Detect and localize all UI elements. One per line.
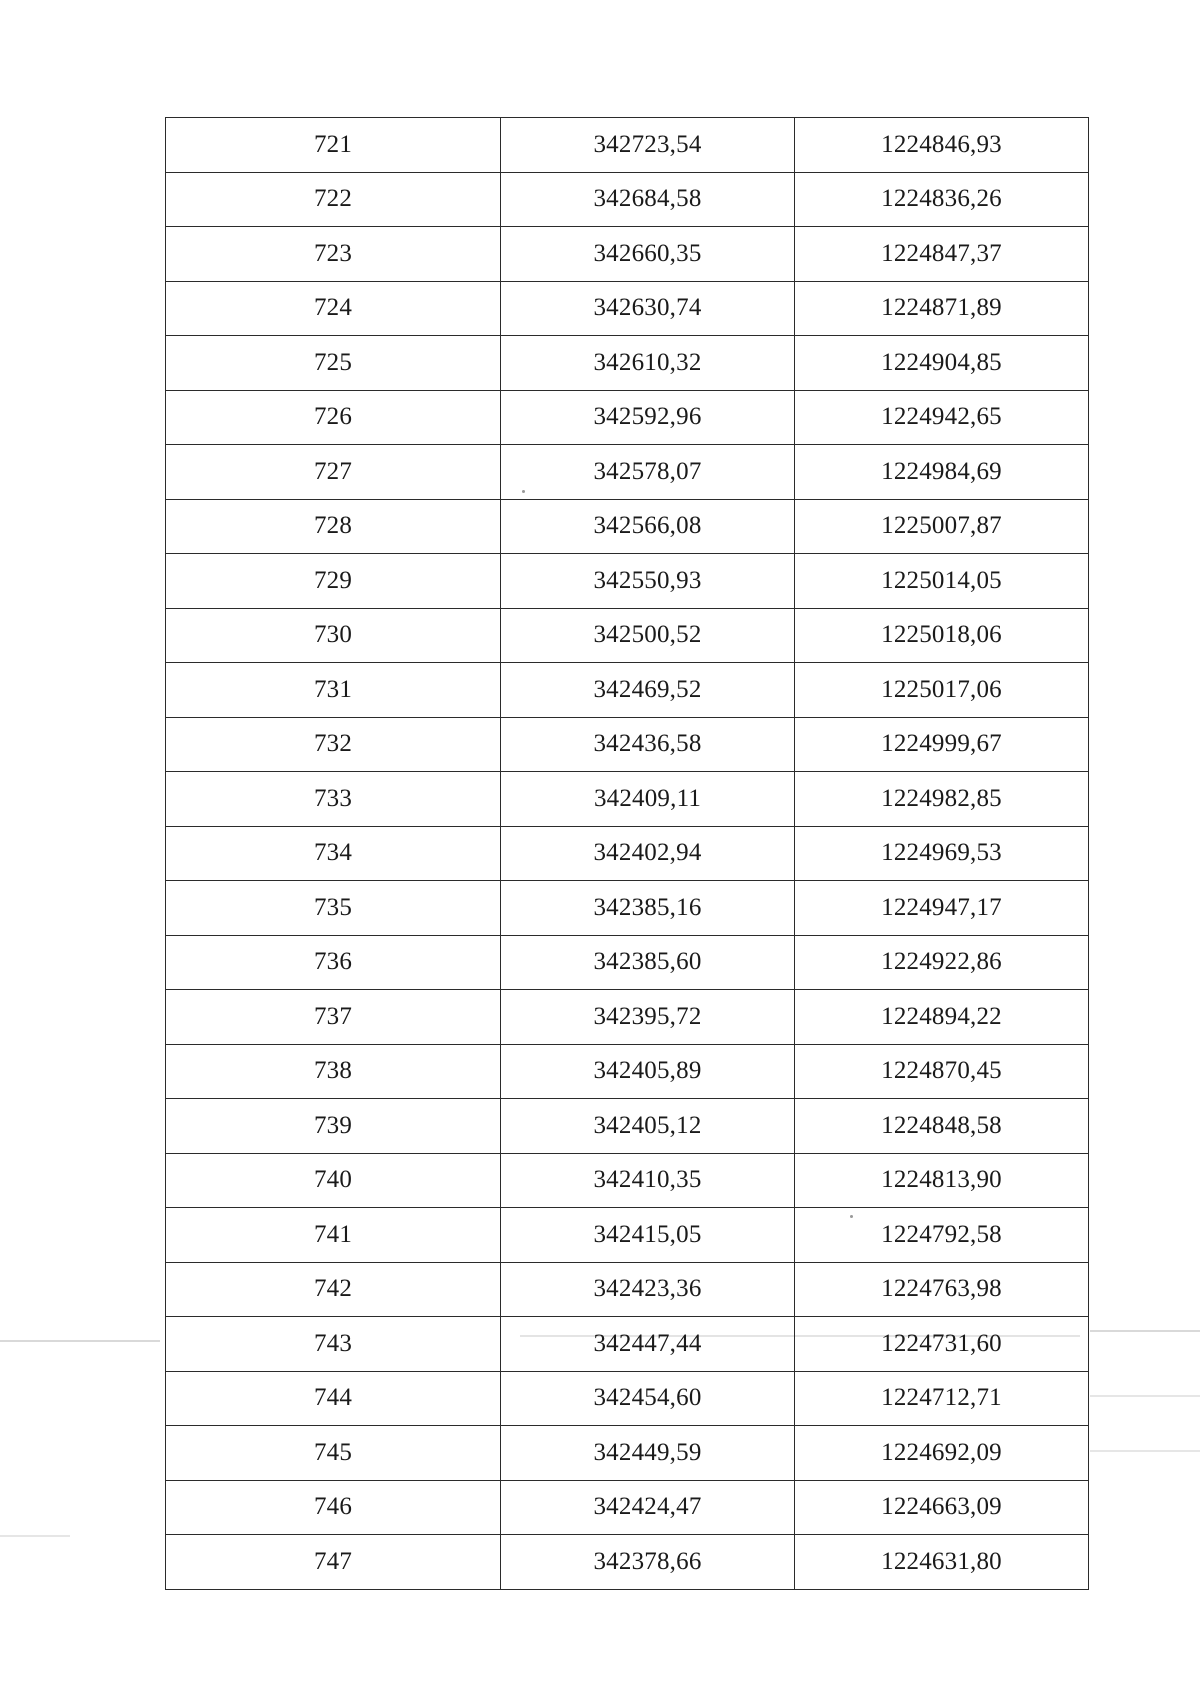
point-number-cell: 728 [166, 499, 501, 554]
y-coordinate-cell: 1224870,45 [795, 1044, 1089, 1099]
x-coordinate-cell: 342385,16 [501, 881, 795, 936]
point-number-cell: 730 [166, 608, 501, 663]
table-row [166, 390, 1089, 445]
table-row [166, 172, 1089, 227]
point-number-cell: 725 [166, 336, 501, 391]
x-coordinate-cell: 342423,36 [501, 1262, 795, 1317]
x-coordinate-cell: 342378,66 [501, 1535, 795, 1590]
table-row [166, 281, 1089, 336]
table-row [166, 445, 1089, 500]
x-coordinate-cell: 342469,52 [501, 663, 795, 718]
y-coordinate-cell: 1224836,26 [795, 172, 1089, 227]
x-coordinate-cell: 342578,07 [501, 445, 795, 500]
coordinates-table-body [166, 118, 1089, 1590]
y-coordinate-cell: 1224631,80 [795, 1535, 1089, 1590]
point-number-cell: 737 [166, 990, 501, 1045]
table-row [166, 1371, 1089, 1426]
x-coordinate-cell: 342424,47 [501, 1480, 795, 1535]
y-coordinate-cell: 1224731,60 [795, 1317, 1089, 1372]
point-number-cell: 742 [166, 1262, 501, 1317]
point-number-cell: 741 [166, 1208, 501, 1263]
x-coordinate-cell: 342409,11 [501, 772, 795, 827]
point-number-cell: 740 [166, 1153, 501, 1208]
x-coordinate-cell: 342660,35 [501, 227, 795, 282]
x-coordinate-cell: 342405,12 [501, 1099, 795, 1154]
point-number-cell: 727 [166, 445, 501, 500]
y-coordinate-cell: 1225007,87 [795, 499, 1089, 554]
point-number-cell: 747 [166, 1535, 501, 1590]
y-coordinate-cell: 1224846,93 [795, 118, 1089, 173]
table-row [166, 717, 1089, 772]
point-number-cell: 734 [166, 826, 501, 881]
table-row [166, 1262, 1089, 1317]
table-row [166, 499, 1089, 554]
x-coordinate-cell: 342610,32 [501, 336, 795, 391]
y-coordinate-cell: 1225017,06 [795, 663, 1089, 718]
point-number-cell: 726 [166, 390, 501, 445]
point-number-cell: 746 [166, 1480, 501, 1535]
table-row [166, 608, 1089, 663]
x-coordinate-cell: 342395,72 [501, 990, 795, 1045]
point-number-cell: 733 [166, 772, 501, 827]
point-number-cell: 735 [166, 881, 501, 936]
table-row [166, 1317, 1089, 1372]
point-number-cell: 721 [166, 118, 501, 173]
point-number-cell: 738 [166, 1044, 501, 1099]
table-row [166, 1099, 1089, 1154]
table-row [166, 1426, 1089, 1481]
x-coordinate-cell: 342447,44 [501, 1317, 795, 1372]
point-number-cell: 729 [166, 554, 501, 609]
table-row [166, 1044, 1089, 1099]
y-coordinate-cell: 1225018,06 [795, 608, 1089, 663]
coordinates-table [165, 117, 1089, 1590]
y-coordinate-cell: 1224663,09 [795, 1480, 1089, 1535]
table-row [166, 826, 1089, 881]
y-coordinate-cell: 1224947,17 [795, 881, 1089, 936]
y-coordinate-cell: 1224942,65 [795, 390, 1089, 445]
table-row [166, 1153, 1089, 1208]
y-coordinate-cell: 1224692,09 [795, 1426, 1089, 1481]
x-coordinate-cell: 342402,94 [501, 826, 795, 881]
table-row [166, 554, 1089, 609]
table-row [166, 1208, 1089, 1263]
x-coordinate-cell: 342630,74 [501, 281, 795, 336]
point-number-cell: 724 [166, 281, 501, 336]
table-row [166, 336, 1089, 391]
y-coordinate-cell: 1224999,67 [795, 717, 1089, 772]
table-row [166, 772, 1089, 827]
y-coordinate-cell: 1224984,69 [795, 445, 1089, 500]
point-number-cell: 739 [166, 1099, 501, 1154]
y-coordinate-cell: 1224813,90 [795, 1153, 1089, 1208]
table-row [166, 881, 1089, 936]
y-coordinate-cell: 1224894,22 [795, 990, 1089, 1045]
table-row [166, 227, 1089, 282]
point-number-cell: 744 [166, 1371, 501, 1426]
x-coordinate-cell: 342500,52 [501, 608, 795, 663]
point-number-cell: 743 [166, 1317, 501, 1372]
x-coordinate-cell: 342385,60 [501, 935, 795, 990]
table-row [166, 935, 1089, 990]
x-coordinate-cell: 342566,08 [501, 499, 795, 554]
x-coordinate-cell: 342454,60 [501, 1371, 795, 1426]
x-coordinate-cell: 342550,93 [501, 554, 795, 609]
y-coordinate-cell: 1224982,85 [795, 772, 1089, 827]
scan-artifact [1090, 1395, 1200, 1397]
x-coordinate-cell: 342449,59 [501, 1426, 795, 1481]
y-coordinate-cell: 1224763,98 [795, 1262, 1089, 1317]
scan-artifact [1090, 1330, 1200, 1332]
y-coordinate-cell: 1224969,53 [795, 826, 1089, 881]
x-coordinate-cell: 342684,58 [501, 172, 795, 227]
scan-artifact [1090, 1450, 1200, 1452]
x-coordinate-cell: 342723,54 [501, 118, 795, 173]
scan-artifact [0, 1340, 160, 1342]
x-coordinate-cell: 342410,35 [501, 1153, 795, 1208]
scan-artifact [0, 1535, 70, 1537]
point-number-cell: 723 [166, 227, 501, 282]
table-row [166, 1480, 1089, 1535]
y-coordinate-cell: 1224922,86 [795, 935, 1089, 990]
point-number-cell: 722 [166, 172, 501, 227]
x-coordinate-cell: 342436,58 [501, 717, 795, 772]
point-number-cell: 731 [166, 663, 501, 718]
y-coordinate-cell: 1224847,37 [795, 227, 1089, 282]
y-coordinate-cell: 1224904,85 [795, 336, 1089, 391]
point-number-cell: 736 [166, 935, 501, 990]
point-number-cell: 732 [166, 717, 501, 772]
table-row [166, 1535, 1089, 1590]
point-number-cell: 745 [166, 1426, 501, 1481]
table-row [166, 990, 1089, 1045]
y-coordinate-cell: 1224792,58 [795, 1208, 1089, 1263]
y-coordinate-cell: 1224871,89 [795, 281, 1089, 336]
x-coordinate-cell: 342592,96 [501, 390, 795, 445]
x-coordinate-cell: 342415,05 [501, 1208, 795, 1263]
x-coordinate-cell: 342405,89 [501, 1044, 795, 1099]
table-row [166, 118, 1089, 173]
y-coordinate-cell: 1225014,05 [795, 554, 1089, 609]
y-coordinate-cell: 1224848,58 [795, 1099, 1089, 1154]
y-coordinate-cell: 1224712,71 [795, 1371, 1089, 1426]
table-row [166, 663, 1089, 718]
